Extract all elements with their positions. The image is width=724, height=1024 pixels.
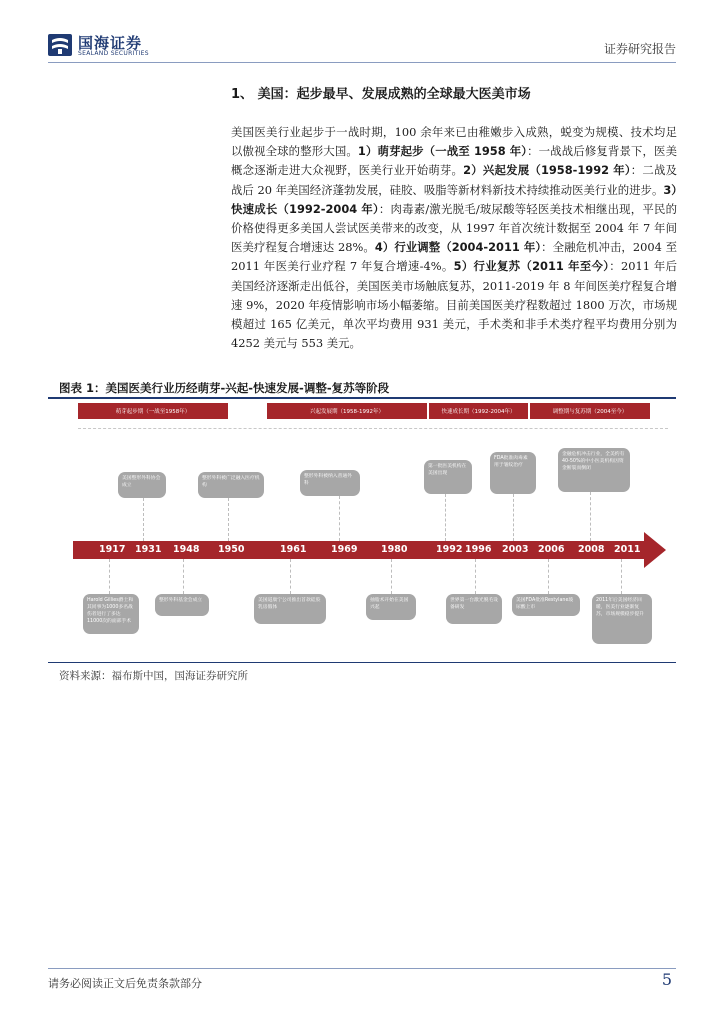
stage1-text: ：一战战后修复背景下，医美概念逐渐走进大众视野，医美行业开始萌芽。 xyxy=(231,144,677,178)
event-box-1961: 美国道康宁公司推出首款硅胶乳房假体 xyxy=(254,594,326,624)
page-header xyxy=(48,30,676,60)
figure-source: 资料来源：福布斯中国，国海证券研究所 xyxy=(59,670,248,682)
logo-text-en: SEALAND SECURITIES xyxy=(78,50,149,57)
year-label: 1980 xyxy=(381,544,408,555)
stage1-label: 1）萌芽起步（一战至 1958 年） xyxy=(357,144,528,159)
connector-1992 xyxy=(445,494,446,541)
event-box-1931: 美国整形外科协会成立 xyxy=(118,472,166,498)
timeline-figure xyxy=(48,398,676,662)
footer-divider xyxy=(48,968,676,969)
stage5-label: 5）行业复苏（2011 年至今） xyxy=(453,259,610,274)
event-box-1992: 第一批医美机构在美国出现 xyxy=(424,460,472,494)
connector-2008 xyxy=(590,492,591,541)
phase-divider-dashed xyxy=(78,428,668,429)
year-label: 1950 xyxy=(218,544,245,555)
stage3-text: ：肉毒素/激光脱毛/玻尿酸等轻医美技术相继出现，平民的价格使得更多美国人尝试医美带来的改变，从 1997 年首次统计数据至 2004 年 7 年间医美疗程复合增速达 28%。 xyxy=(231,201,677,255)
connector-2011 xyxy=(621,559,622,594)
year-label: 1992 xyxy=(436,544,463,555)
connector-1950 xyxy=(228,498,229,541)
year-label: 1961 xyxy=(280,544,307,555)
connector-2006 xyxy=(548,559,549,594)
stage5-text: ：2011 年后美国经济逐渐走出低谷，美国医美市场触底复苏，2011-2019 年 8 年间医美疗程复合增速 9%，2020 年疫情影响市场小幅萎缩。目前美国医美疗程数超过 1800 万次，市场规模超过 165 亿美元，单次平均费用 931 美元，手术类和非手术类疗程平均费用分别为 4252 美元与 553 美元。 xyxy=(231,259,677,351)
event-box-1948: 整形外科基金会成立 xyxy=(155,594,209,616)
section-title: 1、 美国：起步最早、发展成熟的全球最大医美市场 xyxy=(231,87,531,102)
header-divider xyxy=(48,62,676,63)
stage2-text: ：二战及战后 20 年美国经济蓬勃发展，硅胶、吸脂等新材料新技术持续推动医美行业的进步。 xyxy=(231,163,677,197)
phase-banner-adjust-recover: 调整期与复苏期（2004至今） xyxy=(530,403,650,419)
sealand-logo-icon xyxy=(48,34,72,56)
body-intro: 美国医美行业起步于一战时期，100 余年来已由稚嫩步入成熟，蜕变为规模、技术均足以傲视全球的整形大国。 xyxy=(231,125,677,159)
connector-1917 xyxy=(109,559,110,594)
event-box-1980: 抽脂术开始在美国兴起 xyxy=(366,594,416,620)
year-label: 1969 xyxy=(331,544,358,555)
stage2-label: 2）兴起发展（1958-1992 年） xyxy=(463,163,631,178)
year-label: 1931 xyxy=(135,544,162,555)
connector-1980 xyxy=(391,559,392,594)
footer-disclaimer: 请务必阅读正文后免责条款部分 xyxy=(48,977,202,990)
logo-text-cn: 国海证券 xyxy=(78,34,143,52)
event-box-2006: 美国FDA批准Restylane玻尿酸上市 xyxy=(512,594,580,616)
body-paragraph xyxy=(231,123,677,353)
year-label: 2011 xyxy=(614,544,641,555)
connector-1948 xyxy=(183,559,184,594)
phase-banner-growth: 快速成长期（1992-2004年） xyxy=(429,403,528,419)
connector-1969 xyxy=(339,496,340,541)
year-label: 1996 xyxy=(465,544,492,555)
event-box-1996: 世界第一台激光脱毛设备研发 xyxy=(446,594,502,624)
figure-bottom-rule xyxy=(48,662,676,663)
phase-banner-rise: 兴起发展期（1958-1992年） xyxy=(267,403,427,419)
event-box-1917: Harold Gillies爵士和其同事为1000多名战伤者进行了多达11000次的面部手术 xyxy=(83,594,139,634)
event-box-2008: 金融危机冲击行业，全美约有40-50%的中小医美机构因资金断裂而倒闭 xyxy=(558,448,630,492)
connector-1961 xyxy=(290,559,291,594)
event-box-2003: FDA批准肉毒素用于皱纹治疗 xyxy=(490,452,536,494)
connector-1931 xyxy=(143,498,144,541)
connector-2003 xyxy=(513,494,514,541)
year-label: 2003 xyxy=(502,544,529,555)
event-box-1950: 整形外科被广泛融入医疗机构 xyxy=(198,472,264,498)
page-number: 5 xyxy=(661,970,672,989)
stage3-label: 3）快速成长（1992-2004 年） xyxy=(231,182,677,216)
event-box-1969: 整形外科被纳入普通外科 xyxy=(300,470,360,496)
timeline-arrow-icon xyxy=(644,532,666,568)
document-type: 证券研究报告 xyxy=(603,42,676,56)
event-box-2011: 2011年后美国经济回暖，医美行业逐渐复苏，市场规模稳步提升 xyxy=(592,594,652,644)
year-label: 2008 xyxy=(578,544,605,555)
phase-banner-sprout: 萌芽起步期（一战至1958年） xyxy=(78,403,228,419)
year-label: 2006 xyxy=(538,544,565,555)
figure-title: 图表 1：美国医美行业历经萌芽-兴起-快速发展-调整-复苏等阶段 xyxy=(59,381,390,395)
company-logo xyxy=(48,32,208,60)
connector-1996 xyxy=(475,559,476,594)
year-label: 1917 xyxy=(99,544,126,555)
stage4-text: ：全融危机冲击，2004 至 2011 年医美行业疗程 7 年复合增速-4%。 xyxy=(231,240,677,274)
year-label: 1948 xyxy=(173,544,200,555)
stage4-label: 4）行业调整（2004-2011 年） xyxy=(374,240,542,255)
